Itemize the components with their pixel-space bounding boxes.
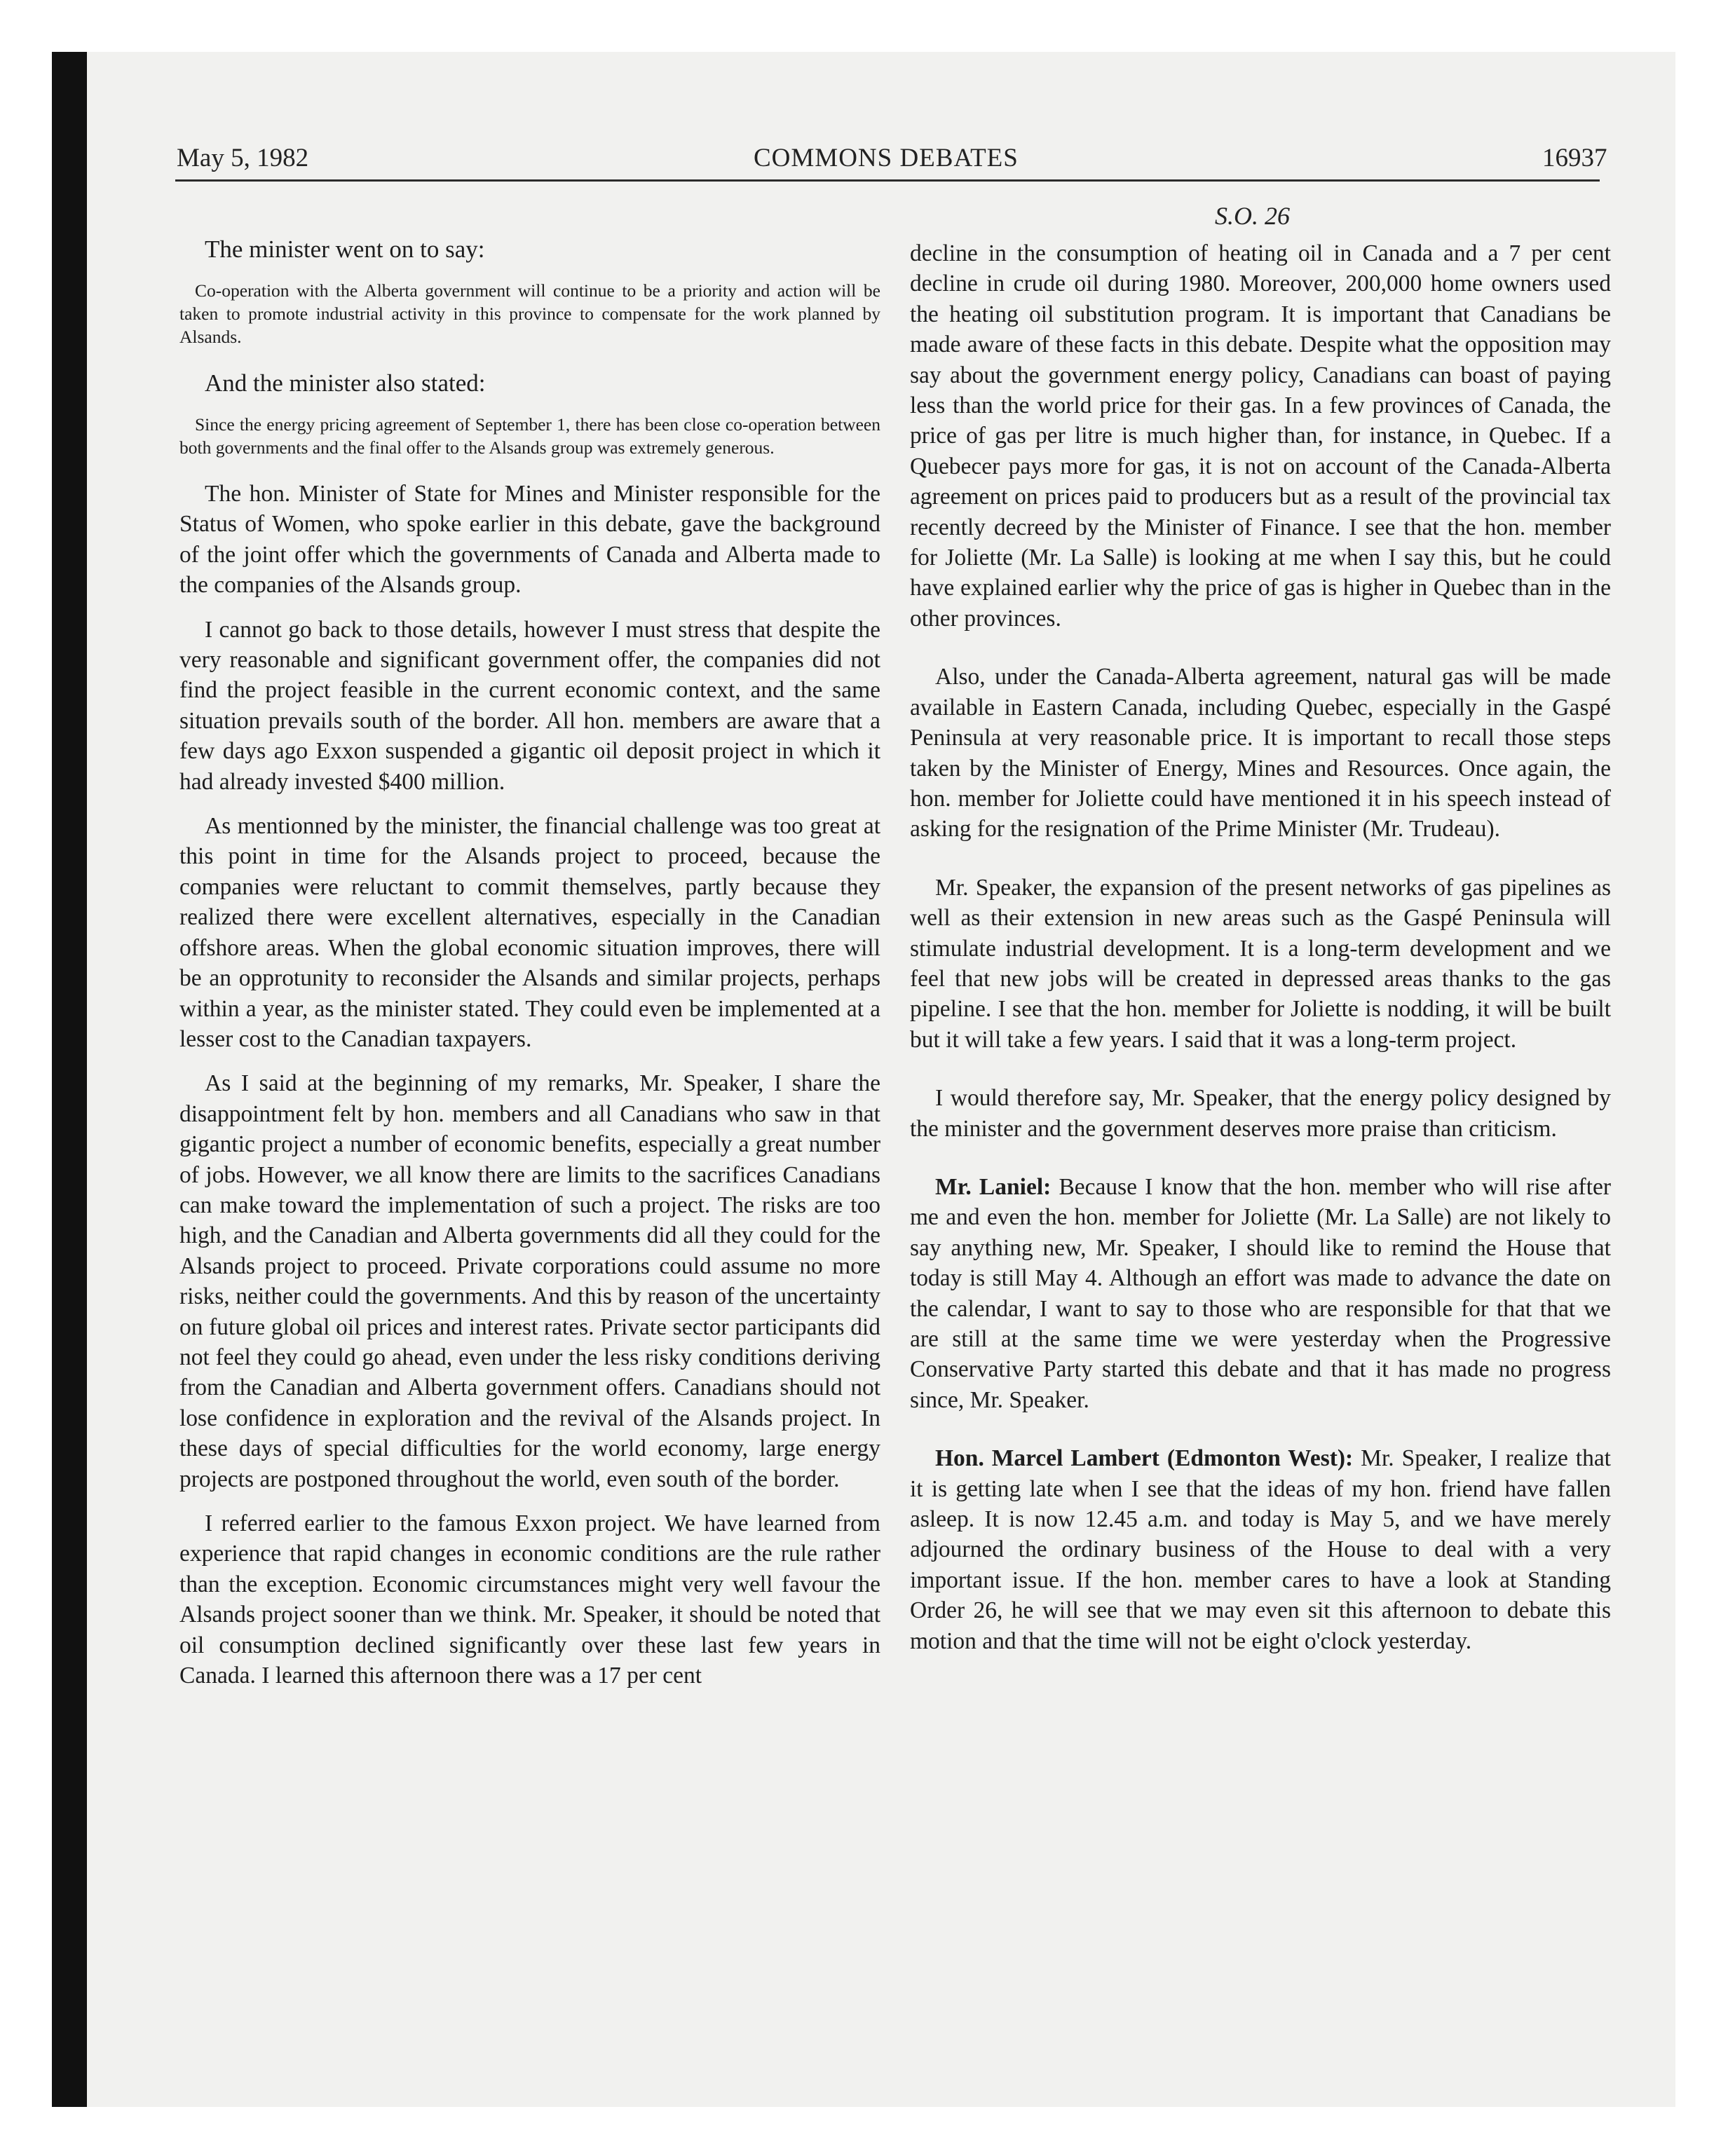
header-page-number: 16937 (1542, 144, 1607, 172)
intro-text: And the minister also stated: (205, 369, 486, 397)
intro-text: The minister went on to say: (205, 236, 485, 263)
right-column (910, 238, 1611, 1656)
speech-text: Mr. Speaker, I realize that it is getting late when I see that the ideas of my hon. friend have fallen asleep. It is now 12.45 a.m. and today is May 5, and we have merely adjourned the ordinary business of the House to deal with a very important issue. If the hon. member cares to have a look at Standing Order 26, he will see that we may even sit this afternoon to debate this motion and that the time will not be eight o'clock yesterday. (910, 1445, 1611, 1654)
speech-paragraph (910, 1443, 1611, 1656)
speech-text: Because I know that the hon. member who will rise after me and even the hon. member for Joliette (Mr. La Salle) are not likely to say anything new, Mr. Speaker, I should like to remind the House that today is still May 4. Although an effort was made to advance the date on the calendar, I want to say to those who are responsible for that that we are still at the same time we were yesterday when the Progressive Conservative Party started this debate and that it has made no progress since, Mr. Speaker. (910, 1173, 1612, 1413)
header-date: May 5, 1982 (177, 144, 309, 172)
paragraph: As mentionned by the minister, the financial challenge was too great at this point in time for the Alsands project to proceed, because the companies were reluctant to commit themselves, partly because they realized there were excellent alternatives, especially in the Canadian offshore areas. When the global economic situation improves, there will be an opprotunity to reconsider the Alsands and similar projects, perhaps within a year, as the minister stated. They could even be implemented at a lesser cost to the Canadian taxpayers. (179, 813, 880, 1052)
binding-edge (52, 52, 87, 2107)
block-quote: Co-operation with the Alberta government will continue to be a priority and action will be taken to promote industrial activity in this province to compensate for the work planned by Alsands. (179, 280, 880, 347)
block-quote: Since the energy pricing agreement of September 1, there has been close co-operation between both governments and the final offer to the Alsands group was extremely generous. (179, 414, 880, 458)
speech-paragraph (910, 1172, 1611, 1415)
header-title: COMMONS DEBATES (754, 144, 1019, 172)
section-marker: S.O. 26 (1215, 202, 1290, 230)
paragraph: decline in the consumption of heating oil in Canada and a 7 per cent decline in crude oil during 1980. Moreover, 200,000 home owners used the heating oil substitution program. It is important that Canadians be made aware of these facts in this debate. Despite what the opposition may say about the government energy policy, Canadians can boast of paying less than the world price for their gas. In a few provinces of Canada, the price of gas per litre is much higher than, for instance, in Quebec. If a Quebecer pays more for gas, it is not on account of the Canada-Alberta agreement on prices paid to producers but as a result of the provincial tax recently decreed by the Minister of Finance. I see that the hon. member for Joliette (Mr. La Salle) is looking at me when I say this, but he could have explained earlier why the price of gas is higher in Quebec than in the other provinces. (910, 240, 1611, 632)
paragraph: I would therefore say, Mr. Speaker, that the energy policy designed by the minister and the government deserves more praise than criticism. (910, 1085, 1611, 1142)
speaker-name: Mr. Laniel: (935, 1173, 1052, 1200)
paragraph: Mr. Speaker, the expansion of the present networks of gas pipelines as well as their extension in new areas such as the Gaspé Peninsula will stimulate industrial development. It is a long-term development and we feel that new jobs will be created in depressed areas thanks to the gas pipeline. I see that the hon. member for Joliette is nodding, it will be built but it will take a few years. I said that it was a long-term project. (910, 874, 1611, 1053)
paragraph: I referred earlier to the famous Exxon project. We have learned from experience that rapid changes in economic conditions are the rule rather than the exception. Economic circumstances might very well favour the Alsands project sooner than we think. Mr. Speaker, it should be noted that oil consumption declined significantly over these last few years in Canada. I learned this afternoon there was a 17 per cent (179, 1510, 880, 1689)
paragraph: As I said at the beginning of my remarks, Mr. Speaker, I share the disappointment felt by hon. members and all Canadians who saw in that gigantic project a number of economic benefits, especially a great number of jobs. However, we all know there are limits to the sacrifices Canadians can make toward the implementation of such a project. The risks are too high, and the Canadian and Alberta governments did all they could for the Alsands project to proceed. Private corporations could assume no more risks, neither could the governments. And this by reason of the uncertainty on future global oil prices and interest rates. Private sector participants did not feel they could go ahead, even under the less risky conditions deriving from the Canadian and Alberta government offers. Canadians should not lose confidence in exploration and the revival of the Alsands project. In these days of special difficulties for the world economy, large energy projects are postponed throughout the world, even south of the border. (179, 1070, 880, 1492)
paragraph: I cannot go back to those details, however I must stress that despite the very reasonable and significant government offer, the companies did not find the project feasible in the current economic context, and the same situation prevails south of the border. All hon. members are aware that a few days ago Exxon suspended a gigantic oil deposit project in which it had already invested $400 million. (179, 616, 880, 795)
left-column (179, 234, 880, 1691)
header-rule (175, 179, 1600, 182)
speaker-name: Hon. Marcel Lambert (Edmonton West): (935, 1445, 1354, 1472)
paragraph: Also, under the Canada-Alberta agreement, natural gas will be made available in Eastern Canada, including Quebec, especially in the Gaspé Peninsula at very reasonable price. It is important to recall those steps taken by the Minister of Energy, Mines and Resources. Once again, the hon. member for Joliette could have mentioned it in his speech instead of asking for the resignation of the Prime Minister (Mr. Trudeau). (910, 664, 1611, 842)
paragraph: The hon. Minister of State for Mines and Minister responsible for the Status of Women, who spoke earlier in this debate, gave the background of the joint offer which the governments of Canada and Alberta made to the companies of the Alsands group. (179, 481, 880, 599)
